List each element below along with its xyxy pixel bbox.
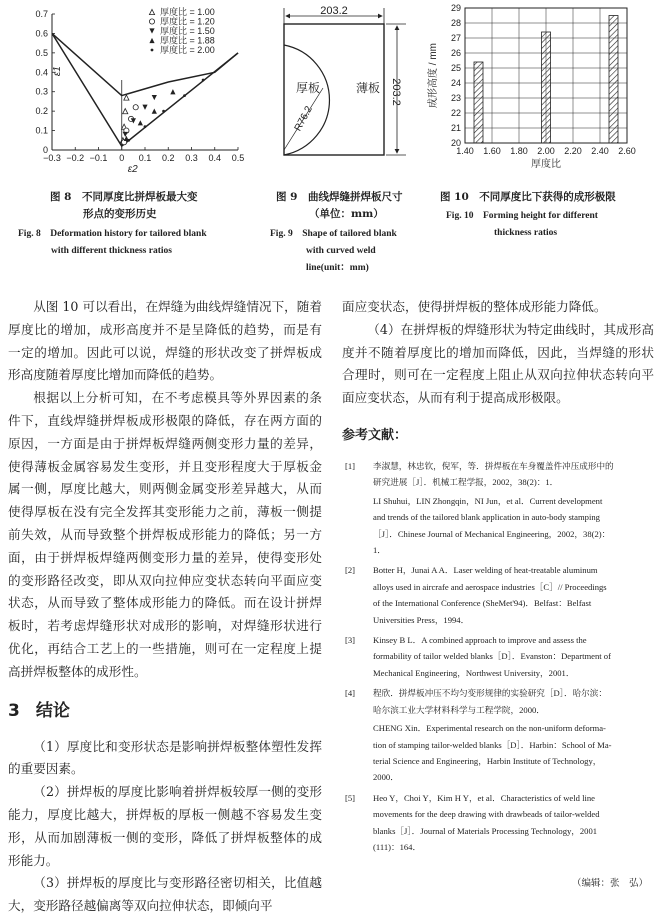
y-tick-label: 25 [450, 63, 461, 73]
y-tick-label: 0 [42, 145, 48, 155]
legend-label: 厚度比 = 1.88 [160, 35, 215, 46]
x-tick-label: 2.40 [591, 146, 609, 156]
fig10-caption-cn: 图 10 不同厚度比下获得的成形极限 [440, 191, 616, 203]
legend-label: 厚度比 = 1.20 [160, 16, 215, 27]
fig9-caption-cn: 图 9 曲线焊缝拼焊板尺寸 （单位：mm） [276, 191, 403, 220]
paragraph: 根据以上分析可知，在不考虑模具等外界因素的条件下，直线焊缝拼焊板成形极限的降低，存在两方面的原因，一方面是由于拼焊板焊缝两侧变形力量的差异，使得薄板金属容易发生变形，并且变形程度大于厚板金属一侧，厚度比越大，则两侧金属变形差异越大，从而使得厚板在没有完全发挥其变形能力之前，薄板一侧提前失效，从而导致整个拼焊板成形能力的降低；另一方面，由于拼焊板焊缝两侧变形力量的差异，使得变形处的变形路径改变，即从双向拉伸应变状态转向平面应变状态，从而导致了整体成形能力的降低。而在设计拼焊板时，若考虑焊缝形状对成形的影响，对焊缝形状进行优化，再结合工艺上的一些措施，则可在一定程度上提高拼焊板整体的成形性。 [8, 390, 322, 679]
bar [609, 16, 618, 144]
y-tick-label: 0.4 [35, 67, 48, 78]
y-tick-label: 0.2 [35, 106, 48, 117]
x-axis-label: ε2 [127, 164, 138, 175]
y-axis-label: 成形高度 / mm [428, 43, 439, 108]
reference-item: [1] 李淑慧，林忠钦，倪军，等．拼焊板在车身覆盖件冲压成形中的 研究进展［J］．机械工程学报，2002，38(2)：1． LI Shuhui，LIN Zhongqin，NI Jun，et al．Current development and trends of the tailored blank application in auto-body stamping ［J］．Chinese Journal of Mechanical Engineering，2002，38(2)： 1． [345, 461, 614, 556]
references-list [345, 458, 653, 859]
data-point [162, 110, 165, 113]
section-title: 结论 [35, 700, 70, 721]
section-number: 3 [8, 700, 20, 721]
x-axis-label: 厚度比 [531, 159, 561, 170]
y-tick-label: 0.5 [35, 47, 48, 58]
fig10-chart [420, 0, 660, 185]
x-tick-label: −0.3 [43, 153, 61, 163]
data-point [149, 28, 154, 33]
x-tick-label: −0.2 [66, 153, 85, 163]
data-point [127, 139, 130, 142]
y-tick-label: 0.1 [35, 125, 48, 136]
bar [542, 32, 551, 143]
data-point [152, 95, 157, 100]
right-column [342, 296, 654, 410]
section-heading [8, 698, 322, 724]
conclusion-item: （4）在拼焊板的焊缝形状为特定曲线时，其成形高度并不随着厚度比的增加而降低，因此，当焊缝的形状合理时，则可在一定程度上阻止从双向拉伸状态转向平面应变状态，从而有利于提高成形极限。 [342, 321, 654, 406]
x-tick-label: 0.1 [138, 153, 152, 163]
y-tick-label: 26 [450, 48, 461, 58]
data-point [151, 49, 154, 52]
y-tick-label: 29 [450, 3, 461, 13]
fig9-diagram [268, 0, 408, 185]
bar [474, 62, 483, 143]
legend-label: 厚度比 = 1.00 [160, 7, 215, 17]
data-point [183, 94, 186, 97]
data-point [124, 95, 129, 100]
reference-item: [5] Heo Y，Choi Y，Kim H Y，et al．Characteristics of weld line movements for the deep drawing with drawbeads of tailor-welded blanks［J］．Journal of Materials Processing Technology，2001 (111)：164． [345, 792, 600, 852]
data-point [149, 9, 154, 14]
x-tick-label: 2.60 [618, 146, 636, 156]
data-point [152, 109, 157, 114]
curved-weld-line [284, 45, 329, 155]
conclusion-item: （2）拼焊板的厚度比影响着拼焊板较厚一侧的变形能力，厚度比越大，拼焊板的厚板一侧越不容易发生变形，从而加剧薄板一侧的变形，降低了拼焊板整体的成形能力。 [8, 784, 322, 868]
y-tick-label: 28 [450, 18, 461, 28]
reference-item: [3] Kinsey B L．A combined approach to improve and assess the formability of tailor welded blanks［D］．Evanston：Department of Mechanical Engineering，Northwest University，2001． [345, 635, 611, 678]
fig8-caption-en: Fig. 8 Deformation history for tailored blank with different thickness ratios [18, 229, 207, 256]
x-tick-label: 2.20 [564, 146, 582, 156]
fig9-caption-en: Fig. 9 Shape of tailored blank with curved weld line(unit：mm) [270, 229, 397, 273]
y-tick-label: 21 [450, 123, 461, 133]
data-point [149, 38, 154, 43]
dim-top-label: 203.2 [320, 5, 348, 17]
x-tick-label: 1.60 [483, 146, 501, 156]
fig8-caption-cn: 图 8 不同厚度比拼焊板最大变 形点的变形历史 [50, 191, 198, 220]
data-point [144, 125, 147, 128]
y-tick-label: 27 [450, 33, 461, 43]
conclusion-item: （3）拼焊板的厚度比与变形路径密切相关，比值越大，变形路径越偏离等双向拉伸状态，即倾向平 [8, 875, 322, 914]
data-point [149, 19, 154, 24]
y-tick-label: 24 [450, 78, 461, 88]
legend-label: 厚度比 = 2.00 [160, 45, 215, 55]
dim-right-label: 203.2 [390, 78, 402, 106]
thick-plate-label: 厚板 [295, 81, 321, 95]
reference-item: [2] Botter H，Junai A A．Laser welding of heat-treatable aluminum alloys used in aircrafe and aerospace industries［C］// Proceedings of the International Conference (SheMet'94)．Belfast：Belfast Universities Press，1994． [345, 565, 607, 625]
y-tick-label: 20 [450, 138, 461, 148]
conclusion-item: （1）厚度比和变形状态是影响拼焊板整体塑性发挥的重要因素。 [8, 738, 322, 777]
paragraph: 面应变状态，使得拼焊板的整体成形能力降低。 [342, 299, 607, 314]
y-tick-label: 0.6 [35, 28, 48, 39]
x-tick-label: 0.2 [161, 153, 175, 163]
data-point [123, 132, 128, 137]
data-point [138, 120, 143, 125]
x-tick-label: 1.80 [510, 146, 528, 156]
data-point [202, 79, 205, 82]
y-tick-label: 0.3 [35, 86, 48, 97]
x-tick-label: 0 [119, 153, 125, 163]
y-axis-label: ε1 [52, 66, 63, 77]
radius-label: R76.2 [292, 104, 315, 134]
x-tick-label: 0.3 [185, 153, 198, 163]
y-tick-label: 22 [450, 108, 461, 118]
data-point [133, 105, 138, 110]
fig8-chart [0, 0, 265, 185]
data-point [142, 105, 147, 110]
y-tick-label: 0.7 [35, 9, 48, 19]
data-point [123, 109, 128, 114]
x-tick-label: 2.00 [537, 146, 555, 156]
paragraph: 从图 10 可以看出，在焊缝为曲线焊缝情况下，随着厚度比的增加，成形高度并不是呈降低的趋势，而是有一定的增加。因此可以说，焊缝的形状改变了拼焊板成形高度随着厚度比增加而降低的趋势。 [8, 299, 322, 383]
x-tick-label: 0.4 [208, 153, 222, 163]
legend-label: 厚度比 = 1.50 [160, 26, 215, 36]
x-tick-label: −0.1 [89, 153, 108, 163]
x-tick-label: 0.5 [231, 153, 245, 163]
editor-note: （编辑：张 弘） [571, 878, 648, 889]
fig10-caption-en: Fig. 10 Forming height for different thickness ratios [446, 211, 598, 238]
references-heading: 参考文献： [342, 428, 408, 443]
thin-plate-label: 薄板 [355, 81, 381, 95]
left-column [8, 296, 322, 918]
y-tick-label: 23 [450, 93, 461, 103]
reference-item: [4] 程欣．拼焊板冲压不均匀变形规律的实验研究［D］．哈尔滨： 哈尔滨工业大学材料科学与工程学院，2000． CHENG Xin．Experimental research on the non-uniform deforma- tion of stamping tailor-welded blanks［D］．Harbin：School of Ma- terial Science and Engineering，Harbin Institute of Technology， 2000． [345, 688, 612, 783]
data-point [170, 89, 175, 94]
x-tick-label: 1.40 [456, 146, 474, 156]
